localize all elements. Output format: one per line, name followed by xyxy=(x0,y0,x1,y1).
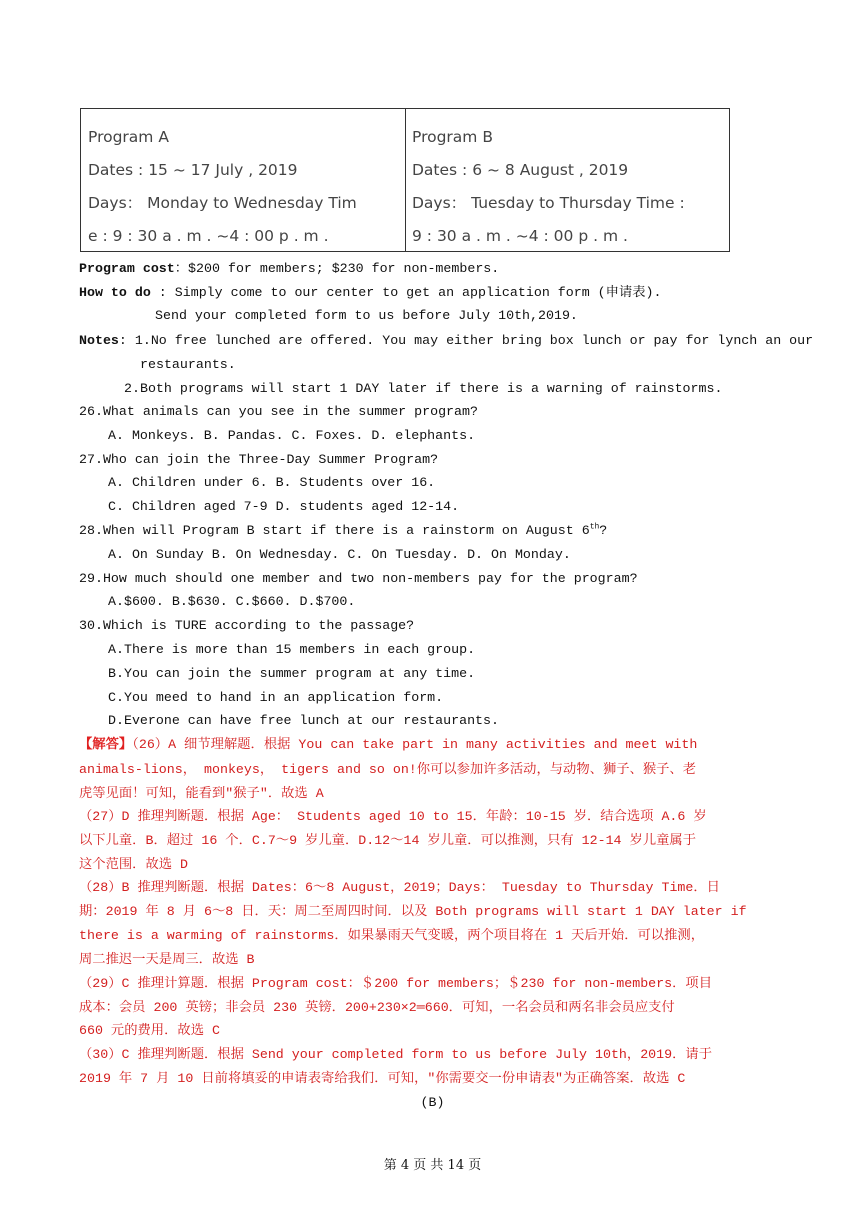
program-b-title: Program B xyxy=(412,128,493,146)
page-footer: 第 4 页 共 14 页 xyxy=(383,1158,482,1173)
question-28-options: A. On Sunday B. On Wednesday. C. On Tuesday. D. On Monday. xyxy=(108,547,571,562)
question-28-text: 28.When will Program B start if there is a rainstorm on August 6 xyxy=(79,523,590,538)
question-28 xyxy=(79,521,607,541)
answer-27-line-1: （27）D 推理判断题．根据 Age： Students aged 10 to 15．年龄：10-15 岁．结合选项 A.6 岁 xyxy=(79,809,707,824)
program-b-days: Days： Tuesday to Thursday Time : xyxy=(412,194,685,212)
program-a-title: Program A xyxy=(88,128,169,146)
how-to-line-2: Send your completed form to us before July 10th,2019. xyxy=(155,308,578,323)
answer-26-line-2: animals-lions， monkeys， tigers and so on!你可以参加许多活动，与动物、狮子、猴子、老 xyxy=(79,762,697,777)
trailing-marker: (B) xyxy=(420,1095,445,1110)
question-29-options: A.$600. B.$630. C.$660. D.$700. xyxy=(108,594,356,609)
answer-26-line-3: 虎等见面！可知，能看到"猴子"．故选 A xyxy=(79,786,324,801)
notes-label: Notes xyxy=(79,333,119,348)
question-28-sup: th xyxy=(589,522,600,532)
question-30-option-d: D.Everone can have free lunch at our restaurants. xyxy=(108,713,499,728)
question-30-option-a: A.There is more than 15 members in each group. xyxy=(108,642,476,657)
answer-26-text-1: （26）A 细节理解题．根据 You can take part in many activities and meet with xyxy=(132,737,698,752)
question-27: 27.Who can join the Three-Day Summer Program? xyxy=(79,452,439,467)
program-cost-text: ：$200 for members; $230 for non-members. xyxy=(174,261,500,276)
question-26: 26.What animals can you see in the summer program? xyxy=(79,404,478,419)
answer-27-line-3: 这个范围．故选 D xyxy=(79,857,189,872)
answer-29-line-3: 660 元的费用．故选 C xyxy=(79,1023,220,1038)
answer-26-line-1 xyxy=(79,735,785,755)
answer-30-line-1: （30）C 推理判断题．根据 Send your completed form to us before July 10th，2019．请于 xyxy=(79,1047,713,1062)
answer-28-line-2: 期：2019 年 8 月 6～8 日．天：周二至周四时间．以及 Both programs will start 1 DAY later if xyxy=(79,904,747,919)
answer-30-line-2: 2019 年 7 月 10 日前将填妥的申请表寄给我们．可知，"你需要交一份申请表"为正确答案．故选 C xyxy=(79,1071,686,1086)
program-a-time: e : 9 : 30 a . m . ~4 : 00 p . m . xyxy=(88,227,329,245)
how-to-text: : Simply come to our center to get an application form (申请表). xyxy=(150,285,662,300)
answer-29-line-2: 成本：会员 200 英镑；非会员 230 英镑．200+230×2═660．可知，一名会员和两名非会员应支付 xyxy=(79,1000,675,1015)
program-b-cell xyxy=(405,109,729,251)
answer-27-line-2: 以下儿童．B．超过 16 个．C.7～9 岁儿童．D.12～14 岁儿童．可以推测，只有 12-14 岁儿童属于 xyxy=(79,833,697,848)
program-a-days: Days： Monday to Wednesday Tim xyxy=(88,194,357,212)
program-cost-line xyxy=(79,259,499,279)
answer-28-line-3: there is a warming of rainstorms．如果暴雨天气变暖，两个项目将在 1 天后开始．可以推测， xyxy=(79,928,704,943)
notes-line-1 xyxy=(79,331,813,351)
program-b-dates: Dates : 6 ~ 8 August , 2019 xyxy=(412,161,629,179)
answer-29-line-1: （29）C 推理计算题．根据 Program cost：＄200 for members；＄230 for non-members．项目 xyxy=(79,976,712,991)
question-30-option-c: C.You meed to hand in an application form. xyxy=(108,690,444,705)
question-27-options-2: C. Children aged 7-9 D. students aged 12-14. xyxy=(108,499,460,514)
notes-line-2: 2.Both programs will start 1 DAY later if there is a warning of rainstorms. xyxy=(124,381,723,396)
program-cost-label: Program cost xyxy=(79,261,175,276)
question-28-end: ? xyxy=(599,523,608,538)
program-a-dates: Dates : 15 ~ 17 July , 2019 xyxy=(88,161,298,179)
notes-line-1b: restaurants. xyxy=(140,357,236,372)
notes-text-1: : 1.No free lunched are offered. You may either bring box lunch or pay for lynch an our xyxy=(118,333,814,348)
question-29: 29.How much should one member and two non-members pay for the program? xyxy=(79,571,638,586)
program-a-cell xyxy=(81,109,405,251)
question-30: 30.Which is TURE according to the passage? xyxy=(79,618,415,633)
program-table xyxy=(80,108,730,252)
how-to-line xyxy=(79,283,662,303)
answer-label: 【解答】 xyxy=(79,737,133,752)
program-b-time: 9 : 30 a . m . ~4 : 00 p . m . xyxy=(412,227,628,245)
answer-28-line-1: （28）B 推理判断题．根据 Dates：6～8 August，2019；Days： Tuesday to Thursday Time．日 xyxy=(79,880,720,895)
question-27-options-1: A. Children under 6. B. Students over 16. xyxy=(108,475,436,490)
question-26-options: A. Monkeys. B. Pandas. C. Foxes. D. elephants. xyxy=(108,428,476,443)
question-30-option-b: B.You can join the summer program at any time. xyxy=(108,666,476,681)
how-to-label: How to do xyxy=(79,285,151,300)
answer-28-line-4: 周二推迟一天是周三．故选 B xyxy=(79,952,255,967)
